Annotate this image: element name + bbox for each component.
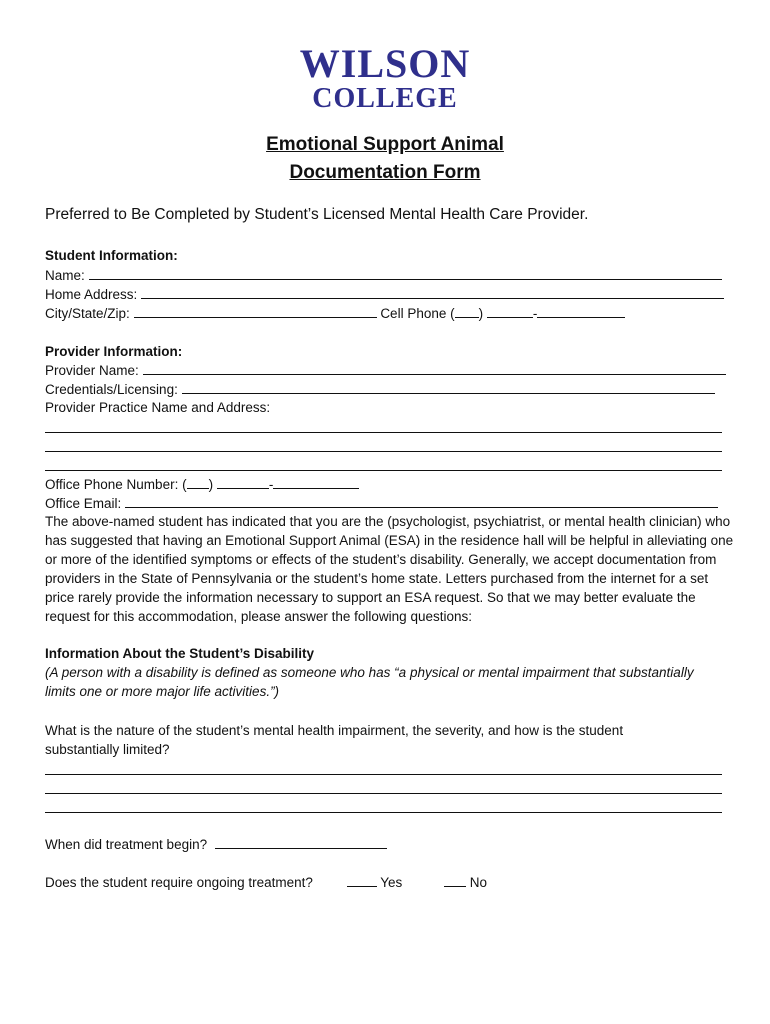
provider-info-heading: Provider Information: — [45, 344, 183, 359]
impairment-answer-line-3[interactable] — [45, 812, 722, 813]
impairment-answer-line-1[interactable] — [45, 774, 722, 775]
city-state-zip-field[interactable] — [134, 304, 377, 318]
home-address-label: Home Address: — [45, 287, 138, 302]
disability-heading: Information About the Student’s Disability — [45, 646, 314, 661]
office-paren-close: ) — [208, 477, 214, 492]
city-state-zip-row — [45, 304, 625, 323]
wilson-college-logo — [290, 41, 480, 114]
provider-name-field[interactable] — [143, 361, 726, 375]
form-title-line-1: Emotional Support Animal — [266, 134, 504, 155]
practice-address-line-1[interactable] — [45, 432, 722, 433]
office-phone-row — [45, 475, 359, 494]
yes-field[interactable] — [347, 873, 377, 887]
provider-name-row — [45, 361, 726, 380]
yes-label: Yes — [380, 875, 403, 890]
logo-line-2: COLLEGE — [312, 83, 458, 114]
office-dash: - — [268, 477, 274, 492]
esa-explanation-paragraph: The above-named student has indicated that you are the (psychologist, psychiatrist, or mental health clinician) who has suggested that having an Emotional Support Animal (ESA) in the residence hall will be helpful in alleviating one or more of the identified symptoms or effects of the student’s disability. Generally, we accept documentation from providers in the State of Pennsylvania or the student’s home state. Letters purchased from the internet for a set price rarely provide the information necessary to support an ESA request. So that we may better evaluate the request for this accommodation, please answer the following questions: — [45, 514, 734, 624]
cell-prefix-field[interactable] — [487, 304, 533, 318]
logo-line-1: WILSON — [299, 41, 471, 86]
impairment-answer-line-2[interactable] — [45, 793, 722, 794]
cell-area-code-field[interactable] — [455, 304, 479, 318]
cell-line-number-field[interactable] — [537, 304, 625, 318]
credentials-label: Credentials/Licensing: — [45, 382, 178, 397]
treatment-begin-field[interactable] — [215, 835, 387, 849]
student-info-heading: Student Information: — [45, 248, 178, 263]
home-address-field[interactable] — [141, 285, 724, 299]
disability-definition: (A person with a disability is defined as someone who has “a physical or mental impairment that substantially limits one or more major life activities.”) — [45, 665, 694, 699]
cell-phone-label: Cell Phone ( — [380, 306, 455, 321]
office-phone-label: Office Phone Number: ( — [45, 477, 187, 492]
cell-dash: - — [532, 306, 538, 321]
cell-paren-close: ) — [478, 306, 484, 321]
home-address-row — [45, 285, 724, 304]
office-line-number-field[interactable] — [273, 475, 359, 489]
credentials-field[interactable] — [182, 380, 715, 394]
student-name-field[interactable] — [89, 266, 722, 280]
practice-address-line-3[interactable] — [45, 470, 722, 471]
credentials-row — [45, 380, 715, 399]
office-email-field[interactable] — [125, 494, 718, 508]
no-field[interactable] — [444, 873, 466, 887]
office-area-code-field[interactable] — [187, 475, 209, 489]
student-name-row — [45, 266, 722, 285]
provider-name-label: Provider Name: — [45, 363, 139, 378]
ongoing-treatment-row — [45, 873, 487, 892]
practice-address-line-2[interactable] — [45, 451, 722, 452]
form-title-line-2: Documentation Form — [289, 162, 481, 183]
practice-label: Provider Practice Name and Address: — [45, 400, 271, 415]
treatment-begin-row — [45, 835, 387, 854]
office-prefix-field[interactable] — [217, 475, 269, 489]
impairment-question: What is the nature of the student’s mental health impairment, the severity, and how is the student substantially limited? — [45, 723, 624, 757]
office-email-row — [45, 494, 718, 513]
no-label: No — [469, 875, 488, 890]
office-email-label: Office Email: — [45, 496, 122, 511]
student-name-label: Name: — [45, 268, 85, 283]
subtitle: Preferred to Be Completed by Student’s Licensed Mental Health Care Provider. — [45, 206, 589, 223]
treatment-begin-label: When did treatment begin? — [45, 837, 208, 852]
city-state-zip-label: City/State/Zip: — [45, 306, 130, 321]
ongoing-treatment-label: Does the student require ongoing treatment? — [45, 875, 313, 890]
